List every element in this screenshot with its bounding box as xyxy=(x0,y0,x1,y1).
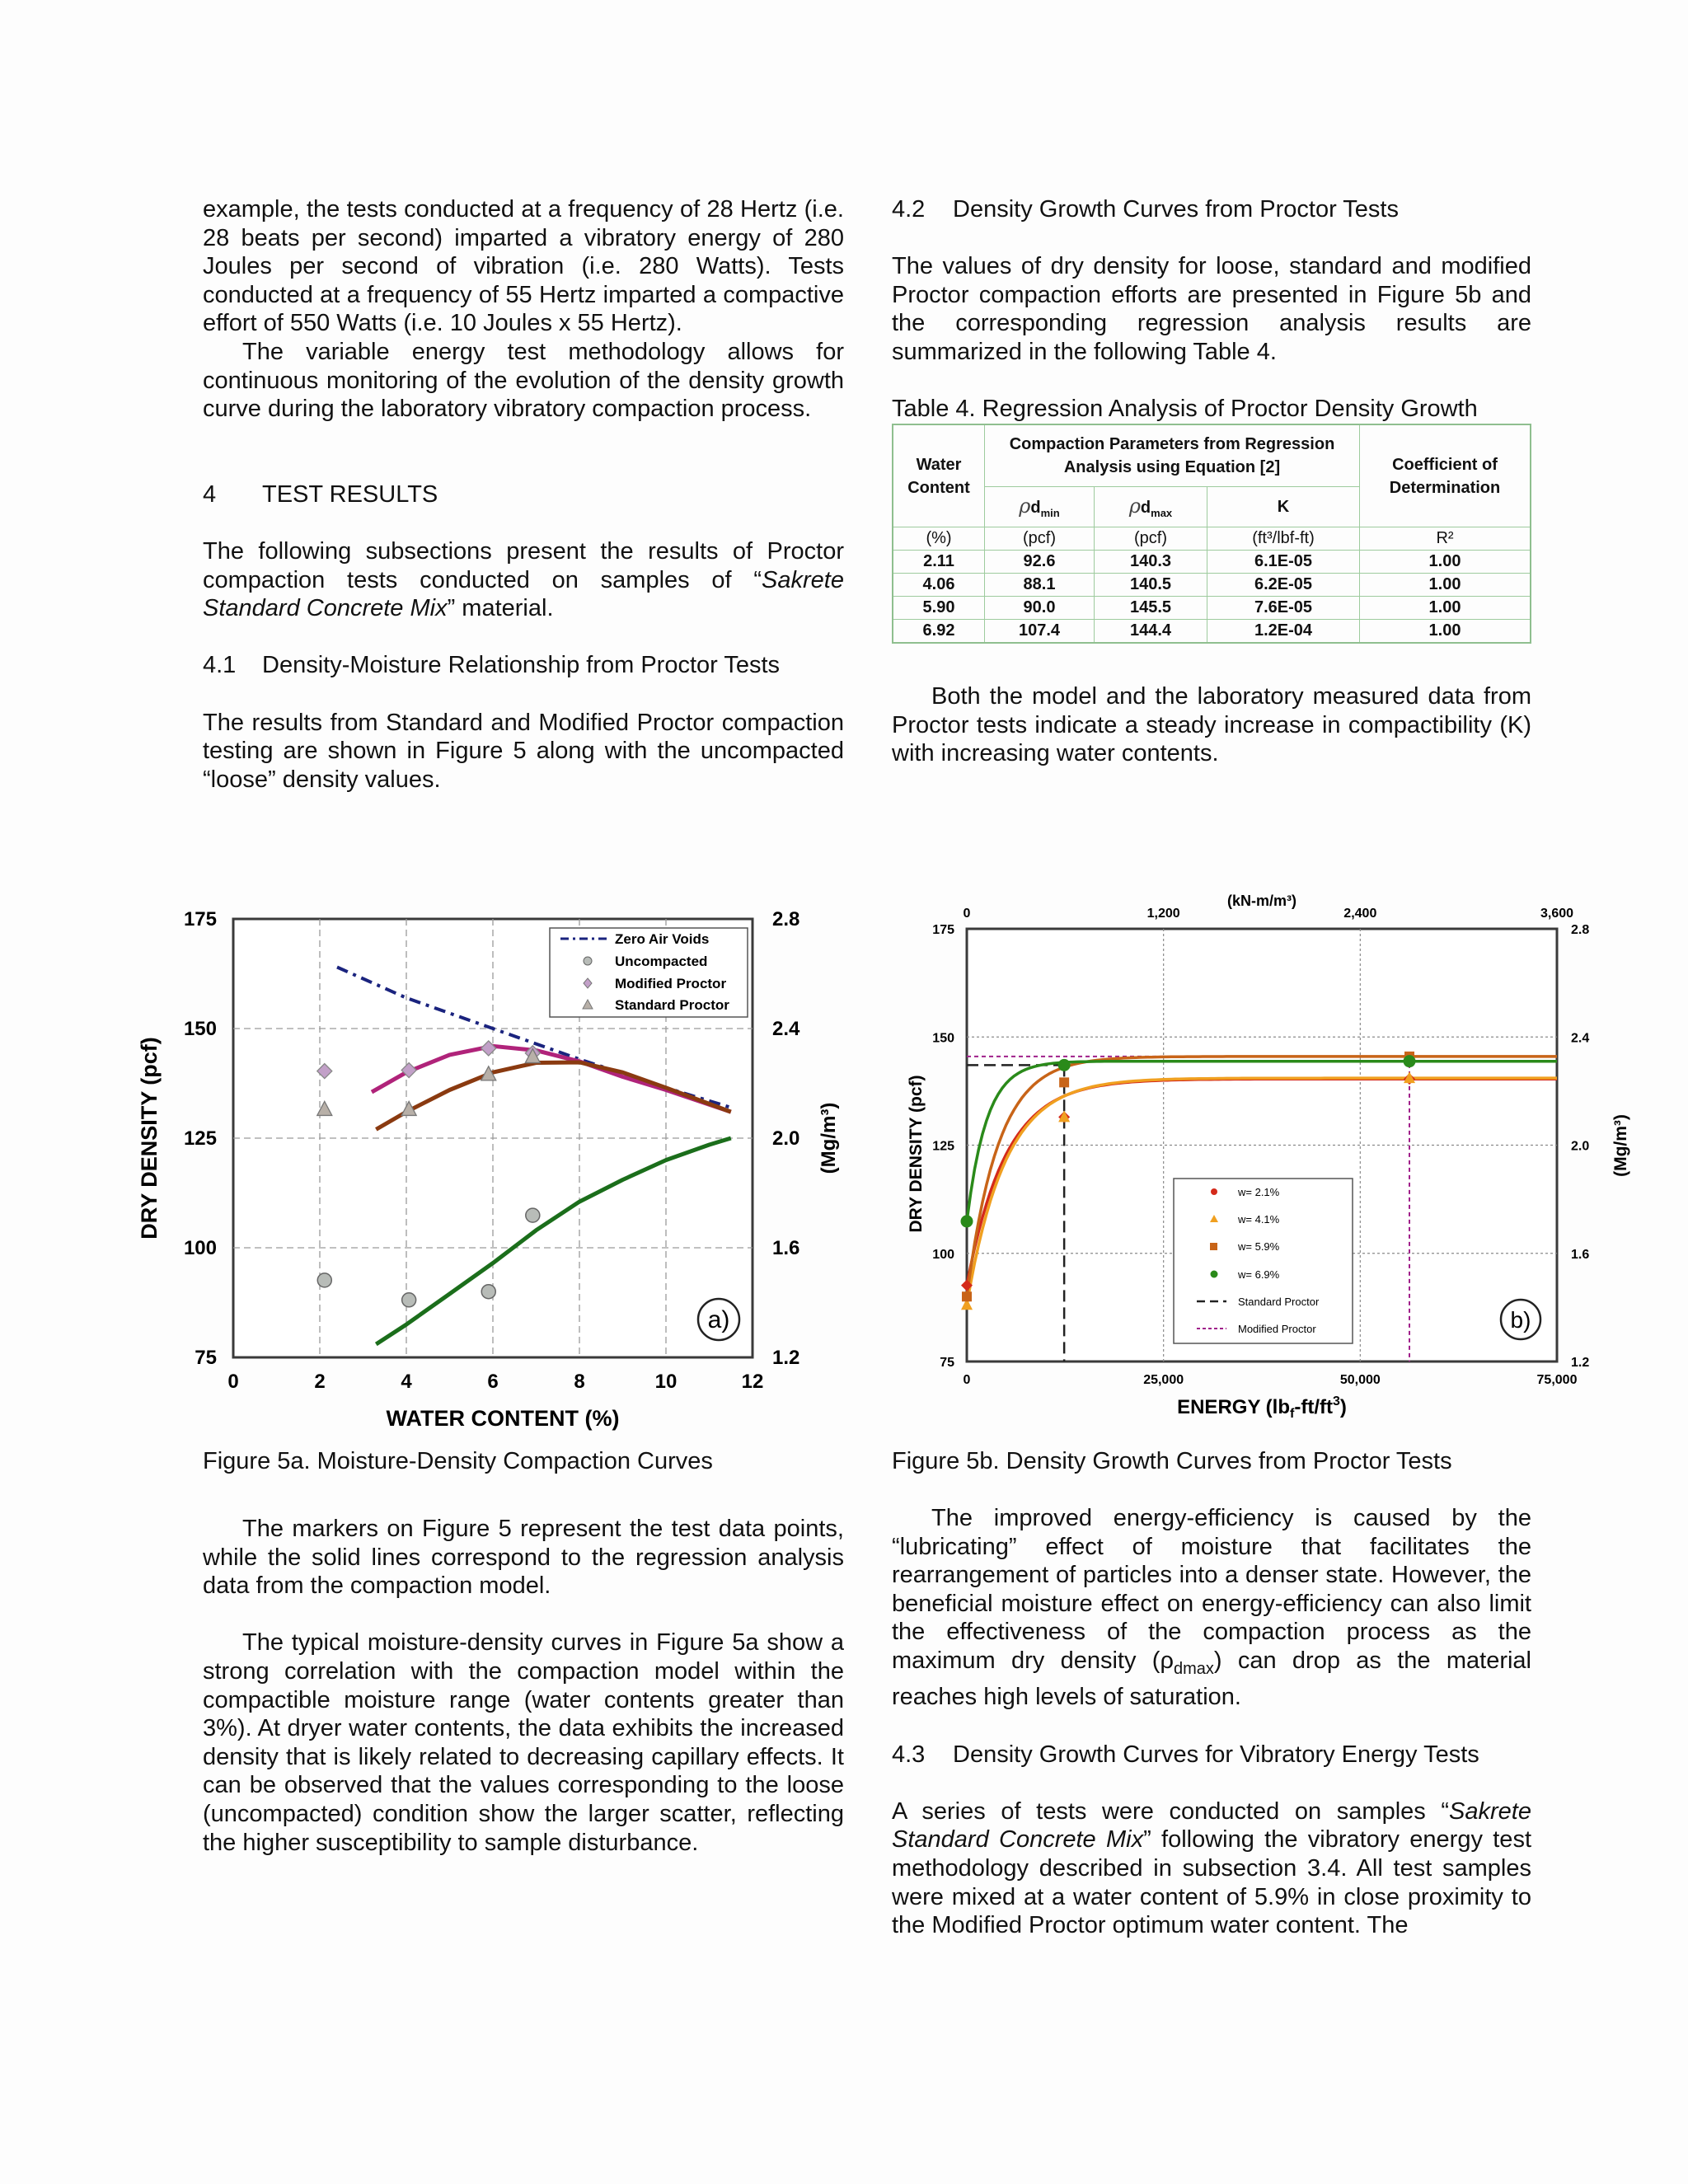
paragraph: The improved energy-efficiency is caused by the “lubricating” effect of moisture that facilitates the rearrangement of particles into a denser state. However, the beneficial moisture effect on energy-efficiency can also limit the effectiveness of the compaction process as the maximum dry density $(\rho_{dmax})$ can drop as the material reaches high levels of saturation. xyxy=(892,1505,1531,1711)
x-tick-label: 4 xyxy=(401,1371,412,1393)
marker-w59 xyxy=(962,1291,972,1301)
x-tick-label: 25,000 xyxy=(1143,1373,1184,1387)
legend xyxy=(1174,1179,1353,1343)
y-tick-label: 125 xyxy=(932,1139,954,1154)
y-tick-label: 150 xyxy=(932,1031,954,1046)
x-tick-label: 75,000 xyxy=(1536,1373,1578,1387)
paragraph: example, the tests conducted at a frequency of 28 Hertz (i.e. 28 beats per second) imparted a vibratory energy of 280 Joules per second of vibration (i.e. 280 Watts). Tests conducted at a frequency of 55 Hertz imparted a compactive effort of 550 Watts (i.e. 10 Joules x 55 Hertz). xyxy=(203,196,844,337)
legend-label: Standard Proctor xyxy=(1238,1296,1320,1308)
table-4 xyxy=(892,424,1531,644)
paragraph: The typical moisture-density curves in Figure 5a show a strong correlation with the compaction model within the compactible moisture range (water contents greater than 3%). At dryer water contents, the data exhibits the increased density that is likely related to decreasing capillary effects. It can be observed that the values corresponding to the loose (uncompacted) condition show the larger scatter, reflecting the higher susceptibility to sample disturbance. xyxy=(203,1629,844,1856)
y2-tick-label: 2.0 xyxy=(772,1127,800,1150)
legend-marker-uncompacted xyxy=(584,957,592,965)
section-heading-4: 4 TEST RESULTS xyxy=(203,480,438,508)
left-column-top xyxy=(203,195,844,794)
legend-label: Zero Air Voids xyxy=(615,931,710,947)
y-tick-label: 125 xyxy=(183,1127,217,1150)
legend-label: w= 5.9% xyxy=(1238,1240,1280,1253)
y2-tick-label: 2.8 xyxy=(772,908,800,930)
x-tick-label: 0 xyxy=(227,1371,239,1393)
legend-label: w= 6.9% xyxy=(1238,1268,1280,1281)
marker-w69 xyxy=(1058,1059,1071,1071)
paragraph: Both the model and the laboratory measured data from Proctor tests indicate a steady increase in compactibility (K) with increasing water contents. xyxy=(892,683,1531,767)
y2-tick-label: 2.4 xyxy=(772,1018,800,1040)
left-column-bottom xyxy=(203,1515,844,1857)
x2-tick-label: 0 xyxy=(963,907,971,921)
right-column-top xyxy=(892,195,1531,424)
x-tick-label: 2 xyxy=(314,1371,326,1393)
y2-tick-label: 1.6 xyxy=(1571,1247,1590,1262)
y2-tick-label: 2.8 xyxy=(1571,923,1590,937)
x-axis-label: WATER CONTENT (%) xyxy=(386,1406,620,1431)
figure-5b-chart xyxy=(898,886,1640,1438)
marker-w69 xyxy=(961,1215,973,1227)
table-header-water: Water Content xyxy=(893,424,985,527)
y-tick-label: 75 xyxy=(195,1347,217,1369)
paragraph: The following subsections present the results of Proctor compaction tests conducted on samples of “Sakrete Standard Concrete Mix” material. xyxy=(203,537,844,622)
table-unit: (%) xyxy=(893,527,985,551)
marker-uncompacted xyxy=(526,1208,540,1222)
section-heading-4-3: 4.3 Density Growth Curves for Vibratory Energy Tests xyxy=(892,1741,1479,1768)
y-tick-label: 75 xyxy=(940,1356,954,1370)
paragraph: The variable energy test methodology allows for continuous monitoring of the evolution of the density growth curve during the laboratory vibratory compaction process. xyxy=(203,338,844,423)
right-column-mid xyxy=(892,682,1531,768)
y-tick-label: 100 xyxy=(932,1247,954,1262)
marker-uncompacted xyxy=(402,1293,416,1307)
y2-axis-label: (Mg/m³) xyxy=(1611,1114,1630,1177)
legend-label: Standard Proctor xyxy=(615,997,729,1013)
panel-label: b) xyxy=(1510,1307,1531,1333)
x-tick-label: 6 xyxy=(487,1371,499,1393)
marker-w59 xyxy=(1059,1077,1069,1087)
y2-tick-label: 2.0 xyxy=(1571,1139,1590,1154)
y-tick-label: 100 xyxy=(183,1237,217,1259)
table-row: 2.11 92.6 140.3 6.1E-05 1.00 xyxy=(893,551,1531,574)
table-unit: (pcf) xyxy=(985,527,1095,551)
figure-5a-chart xyxy=(132,890,857,1434)
table-row: 6.92 107.4 144.4 1.2E-04 1.00 xyxy=(893,620,1531,644)
legend-label: Modified Proctor xyxy=(615,976,727,991)
marker-w69 xyxy=(1404,1055,1416,1067)
x-axis-label: ENERGY $(lb_f-ft/ft^3)$ xyxy=(1177,1394,1347,1421)
table-header-group: Compaction Parameters from Regression Analysis using Equation [2] xyxy=(985,424,1360,487)
paragraph: The markers on Figure 5 represent the test data points, while the solid lines correspond to the regression analysis data from the compaction model. xyxy=(203,1516,844,1600)
x2-axis-label: (kN-m/m³) xyxy=(1227,893,1296,909)
table-unit: (pcf) xyxy=(1095,527,1207,551)
legend-marker-w69 xyxy=(1211,1271,1218,1278)
y-tick-label: 175 xyxy=(183,908,217,930)
table-header-rho-min: $\rho d_{min}$ xyxy=(985,487,1095,527)
marker-uncompacted xyxy=(481,1285,495,1299)
y-axis-label: DRY DENSITY (pcf) xyxy=(907,1075,926,1233)
legend-label: Uncompacted xyxy=(615,954,708,969)
panel-label: a) xyxy=(707,1306,730,1333)
legend-marker-w59 xyxy=(1210,1243,1217,1250)
x2-tick-label: 1,200 xyxy=(1146,907,1180,921)
y2-tick-label: 2.4 xyxy=(1571,1031,1590,1046)
table-header-k: K xyxy=(1207,487,1360,527)
table-caption: Table 4. Regression Analysis of Proctor Density Growth xyxy=(892,396,1478,423)
table-header-rho-max: $\rho d_{max}$ xyxy=(1095,487,1207,527)
table-header-coef: Coefficient of Determination xyxy=(1360,424,1531,527)
section-heading-4-1: 4.1 Density-Moisture Relationship from Proctor Tests xyxy=(203,652,781,679)
paragraph: The values of dry density for loose, standard and modified Proctor compaction efforts are presented in Figure 5b and the corresponding regression analysis results are summarized in the following Table 4. xyxy=(892,253,1531,365)
y2-tick-label: 1.6 xyxy=(772,1237,800,1259)
legend-marker-w21 xyxy=(1211,1188,1217,1195)
right-column-bottom xyxy=(892,1504,1531,1940)
y2-tick-label: 1.2 xyxy=(772,1347,800,1369)
x-tick-label: 50,000 xyxy=(1339,1373,1381,1387)
y-axis-label: DRY DENSITY (pcf) xyxy=(137,1037,162,1240)
legend-label: Modified Proctor xyxy=(1238,1323,1316,1335)
figure-5b-caption: Figure 5b. Density Growth Curves from Proctor Tests xyxy=(892,1448,1452,1474)
x-tick-label: 8 xyxy=(574,1371,585,1393)
table-unit: R² xyxy=(1360,527,1531,551)
table-row: 4.06 88.1 140.5 6.2E-05 1.00 xyxy=(893,574,1531,597)
paragraph: The results from Standard and Modified Proctor compaction testing are shown in Figure 5 along with the uncompacted “loose” density values. xyxy=(203,709,844,793)
x-tick-label: 10 xyxy=(654,1371,678,1393)
x-tick-label: 0 xyxy=(963,1373,971,1387)
x2-tick-label: 2,400 xyxy=(1343,907,1377,921)
paragraph: A series of tests were conducted on samples “Sakrete Standard Concrete Mix” following the vibratory energy test methodology described in subsection 3.4. All test samples were mixed at a water content of 5.9% in close proximity to the Modified Proctor optimum water content. The xyxy=(892,1797,1531,1939)
marker-uncompacted xyxy=(317,1273,331,1287)
legend-label: w= 4.1% xyxy=(1238,1213,1280,1226)
y2-tick-label: 1.2 xyxy=(1571,1356,1590,1370)
legend xyxy=(550,928,748,1017)
y-tick-label: 150 xyxy=(183,1018,217,1040)
legend-label: w= 2.1% xyxy=(1238,1186,1280,1198)
section-heading-4-2: 4.2 Density Growth Curves from Proctor Tests xyxy=(892,196,1399,223)
y2-axis-label: (Mg/m³) xyxy=(818,1102,840,1174)
figure-5a-caption: Figure 5a. Moisture-Density Compaction Curves xyxy=(203,1448,713,1474)
x-tick-label: 12 xyxy=(741,1371,764,1393)
table-unit: (ft³/lbf-ft) xyxy=(1207,527,1360,551)
y-tick-label: 175 xyxy=(932,923,954,937)
x2-tick-label: 3,600 xyxy=(1540,907,1574,921)
table-row: 5.90 90.0 145.5 7.6E-05 1.00 xyxy=(893,597,1531,620)
